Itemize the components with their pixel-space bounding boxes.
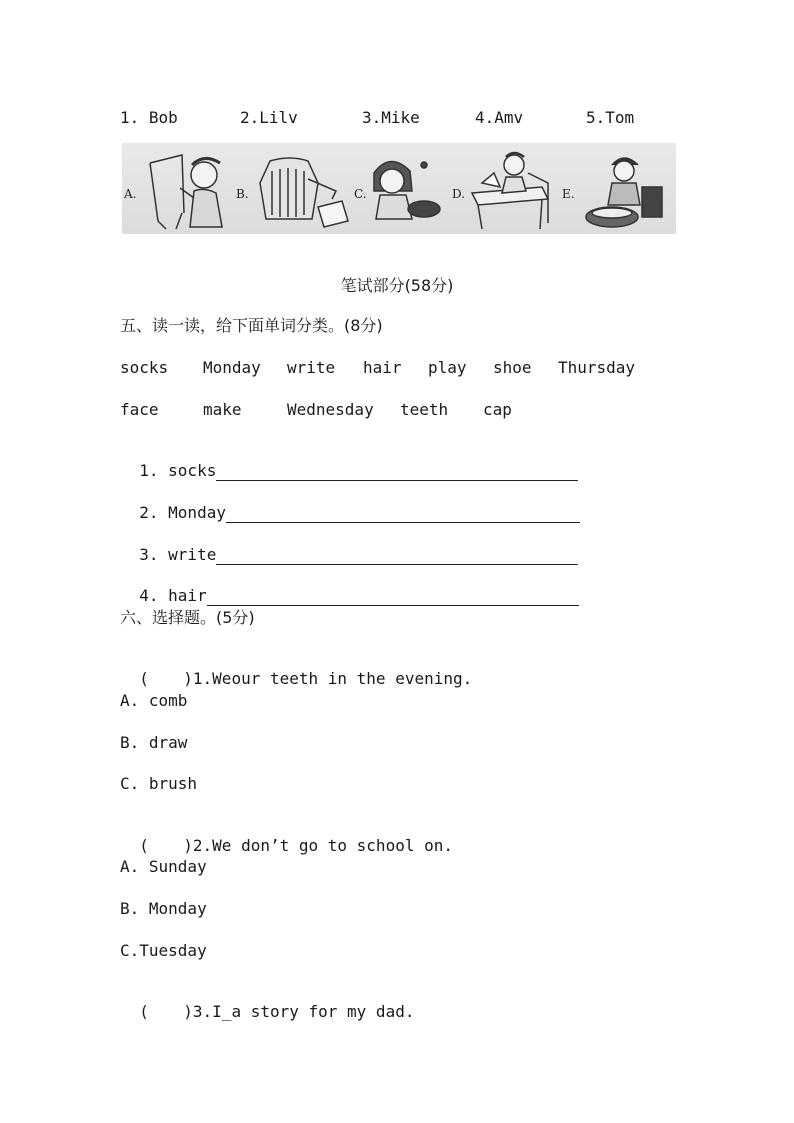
name-3: 3.Mike	[362, 108, 420, 127]
word-face: face	[120, 400, 159, 419]
question-2	[120, 816, 453, 856]
answer-blank-2[interactable]	[226, 506, 580, 523]
answer-line-1	[120, 441, 578, 481]
q1-option-a: A. comb	[120, 691, 188, 710]
picture-letter-e: E.	[562, 187, 575, 201]
answer-paren-3[interactable]: (	[139, 1002, 149, 1021]
answer-paren-2[interactable]: (	[139, 836, 149, 855]
answer-line-2	[120, 483, 580, 523]
answer-blank-3[interactable]	[216, 548, 578, 565]
names-row	[120, 108, 680, 128]
question-1	[120, 649, 472, 689]
sweater-illustration	[260, 158, 348, 227]
answer-blank-4[interactable]	[207, 589, 579, 606]
answer-line-3	[120, 525, 578, 565]
question-1-text: Weour teeth in the evening.	[212, 669, 473, 688]
name-2: 2.Lilv	[240, 108, 298, 127]
answer-label-4: 4. hair	[139, 586, 207, 605]
picture-letter-b: B.	[236, 187, 249, 201]
word-shoe: shoe	[493, 358, 532, 377]
painting-boy-illustration	[150, 155, 222, 229]
washing-girl-illustration	[586, 158, 662, 227]
answer-label-2: 2. Monday	[139, 503, 226, 522]
q2-option-a: A. Sunday	[120, 857, 207, 876]
question-1-number: )1.	[183, 669, 213, 688]
word-play: play	[428, 358, 467, 377]
q2-option-b: B. Monday	[120, 899, 207, 918]
picture-letter-c: C.	[354, 187, 367, 201]
word-monday: Monday	[203, 358, 261, 377]
name-4: 4.Amv	[475, 108, 524, 127]
word-hair: hair	[363, 358, 402, 377]
picture-strip	[122, 143, 676, 234]
word-make: make	[203, 400, 242, 419]
q1-option-c: C. brush	[120, 774, 198, 793]
reading-boy-illustration	[472, 153, 548, 229]
question-3	[120, 982, 414, 1022]
answer-line-4	[120, 566, 579, 606]
word-socks: socks	[120, 358, 169, 377]
answer-label-1: 1. socks	[139, 461, 217, 480]
picture-letter-d: D.	[452, 187, 466, 201]
answer-paren-1[interactable]: (	[139, 669, 149, 688]
answer-label-3: 3. write	[139, 545, 217, 564]
question-3-number: )3.	[183, 1002, 213, 1021]
section-title: 笔试部分(58分)	[340, 276, 454, 295]
q5-heading: 五、读一读，给下面单词分类。(8分)	[120, 316, 383, 335]
name-5: 5.Tom	[586, 108, 635, 127]
question-3-text: I_a story for my dad.	[212, 1002, 415, 1021]
word-teeth: teeth	[400, 400, 449, 419]
q5-word-row-1	[120, 358, 680, 378]
question-2-text: We don’t go to school on.	[212, 836, 453, 855]
picture-letter-a: A.	[124, 187, 137, 201]
q1-option-b: B. draw	[120, 733, 188, 752]
question-2-number: )2.	[183, 836, 213, 855]
q2-option-c: C.Tuesday	[120, 941, 207, 960]
word-write: write	[287, 358, 336, 377]
word-thursday: Thursday	[558, 358, 636, 377]
answer-blank-1[interactable]	[216, 464, 578, 481]
name-1: 1. Bob	[120, 108, 178, 127]
word-wednesday: Wednesday	[287, 400, 374, 419]
q5-word-row-2	[120, 400, 680, 420]
q6-heading: 六、选择题。(5分)	[120, 608, 255, 627]
phone-girl-illustration	[374, 161, 440, 219]
word-cap: cap	[483, 400, 512, 419]
